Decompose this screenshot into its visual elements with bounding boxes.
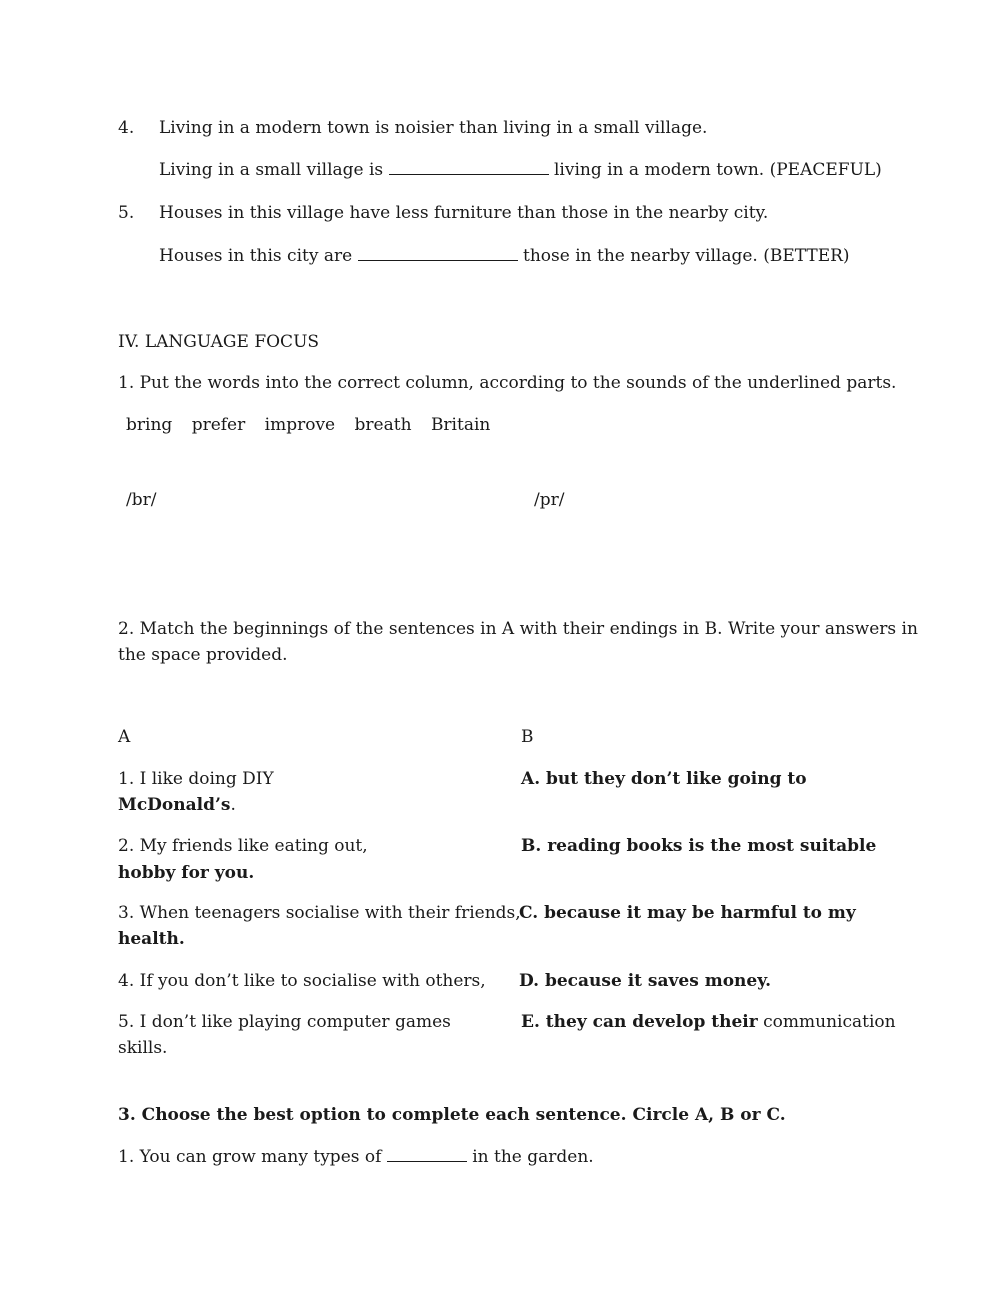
word-item: bring xyxy=(126,415,173,435)
task3-q1-blank[interactable] xyxy=(387,1147,467,1162)
match-wrap-1-bold: McDonald’s xyxy=(118,795,231,815)
match-wrap-3: health. xyxy=(118,929,185,949)
word-bank xyxy=(126,413,504,439)
item-5-sentence: Houses in this village have less furniture than those in the nearby city. xyxy=(159,203,769,223)
match-b-1: A. but they don’t like going to xyxy=(521,769,807,789)
match-b-5-bold: E. they can develop their xyxy=(521,1012,758,1032)
word-item: prefer xyxy=(191,415,246,435)
match-b-5-tail: communication xyxy=(757,1012,896,1032)
column-b-header: B xyxy=(521,727,534,747)
match-a-3: 3. When teenagers socialise with their friends, xyxy=(118,903,521,923)
match-wrap-1 xyxy=(118,793,236,819)
column-br-label: /br/ xyxy=(126,490,157,510)
item-5-number: 5. xyxy=(118,203,135,223)
match-a-2: 2. My friends like eating out, xyxy=(118,836,368,856)
task1-instruction: 1. Put the words into the correct column, according to the sounds of the underlined parts. xyxy=(118,373,897,393)
word-item: Britain xyxy=(430,415,491,435)
match-a-5: 5. I don’t like playing computer games xyxy=(118,1012,451,1032)
match-a-1: 1. I like doing DIY xyxy=(118,769,274,789)
task2-instruction-line1: 2. Match the beginnings of the sentences in A with their endings in B. Write your answers in xyxy=(118,619,918,639)
match-b-2: B. reading books is the most suitable xyxy=(521,836,877,856)
item-4-rewrite-start: Living in a small village is xyxy=(159,160,384,180)
item-5-rewrite-start: Houses in this city are xyxy=(159,246,353,266)
item-4-rewrite-end: living in a modern town. (PEACEFUL) xyxy=(553,160,882,180)
match-wrap-1-tail: . xyxy=(230,795,236,815)
word-item: breath xyxy=(354,415,412,435)
task3-instruction: 3. Choose the best option to complete each sentence. Circle A, B or C. xyxy=(118,1105,786,1125)
match-wrap-2: hobby for you. xyxy=(118,863,255,883)
task3-q1-start: 1. You can grow many types of xyxy=(118,1147,382,1167)
column-a-header: A xyxy=(118,727,131,747)
item-4-answer-blank[interactable] xyxy=(389,160,549,175)
match-a-4: 4. If you don’t like to socialise with others, xyxy=(118,971,486,991)
task2-instruction-line2: the space provided. xyxy=(118,645,288,665)
match-b-5 xyxy=(521,1010,896,1036)
match-b-4: D. because it saves money. xyxy=(519,971,772,991)
task3-question-1 xyxy=(118,1145,594,1171)
item-5-rewrite xyxy=(159,244,850,270)
item-4-number: 4. xyxy=(118,118,135,138)
match-b-3: C. because it may be harmful to my xyxy=(519,903,856,923)
task3-q1-end: in the garden. xyxy=(472,1147,594,1167)
item-4-rewrite xyxy=(159,158,882,184)
column-pr-label: /pr/ xyxy=(534,490,565,510)
word-item: improve xyxy=(264,415,336,435)
item-4-sentence: Living in a modern town is noisier than living in a small village. xyxy=(159,118,708,138)
match-wrap-5: skills. xyxy=(118,1038,168,1058)
section-heading: IV. LANGUAGE FOCUS xyxy=(118,332,320,352)
item-5-answer-blank[interactable] xyxy=(358,246,518,261)
item-5-rewrite-end: those in the nearby village. (BETTER) xyxy=(523,246,850,266)
